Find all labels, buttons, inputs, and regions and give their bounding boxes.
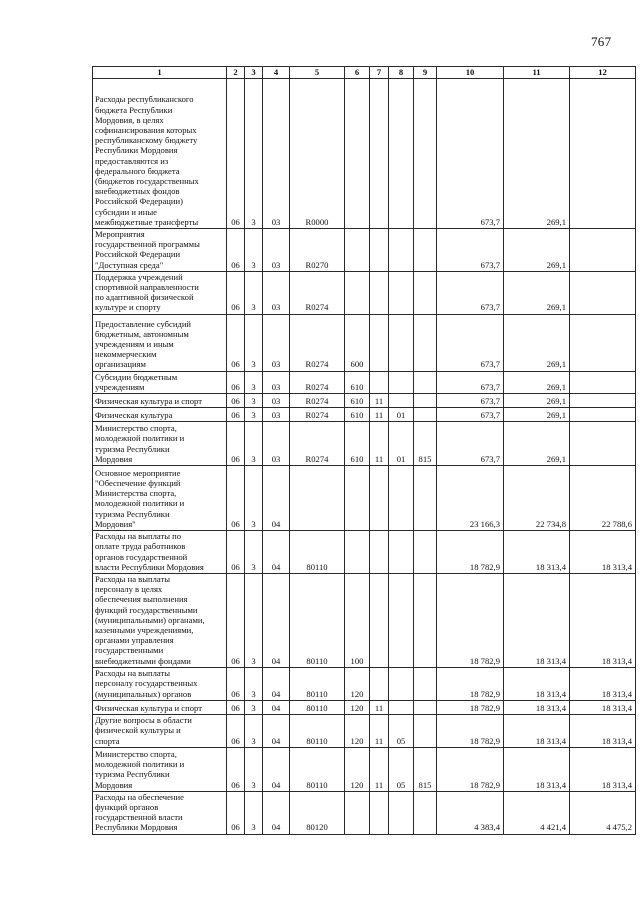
cell-expense-type xyxy=(345,791,370,834)
cell-target-article: 80110 xyxy=(290,574,345,668)
cell-subprogram: 04 xyxy=(263,531,290,574)
cell-subprogram: 04 xyxy=(263,466,290,531)
table-row xyxy=(93,371,636,393)
cell-target-article: R0270 xyxy=(290,229,345,272)
cell-expense-type: 100 xyxy=(345,574,370,668)
column-header: 9 xyxy=(414,67,437,79)
cell-amount-2021: 18 313,4 xyxy=(570,700,636,714)
cell-subprogram: 04 xyxy=(263,667,290,700)
cell-grbs xyxy=(414,466,437,531)
cell-amount-2019: 673,7 xyxy=(437,422,504,466)
cell-amount-2021 xyxy=(570,371,636,393)
cell-subsection-code xyxy=(389,271,414,314)
row-name: Поддержка учреждений спортивной направленности по адаптивной физической культуре и спорту xyxy=(93,271,227,314)
column-header: 11 xyxy=(504,67,570,79)
cell-grbs xyxy=(414,574,437,668)
cell-section xyxy=(370,79,389,229)
column-header: 10 xyxy=(437,67,504,79)
cell-grbs xyxy=(414,271,437,314)
header-row xyxy=(93,67,636,79)
cell-subsection-code xyxy=(389,791,414,834)
row-name: Министерство спорта, молодежной политики и туризма Республики Мордовия xyxy=(93,422,227,466)
cell-chapter: 06 xyxy=(227,466,245,531)
cell-target-article: 80110 xyxy=(290,667,345,700)
cell-chapter: 06 xyxy=(227,422,245,466)
cell-subprogram: 03 xyxy=(263,408,290,422)
cell-chapter: 06 xyxy=(227,574,245,668)
cell-amount-2021: 18 313,4 xyxy=(570,667,636,700)
cell-subprogram: 03 xyxy=(263,422,290,466)
cell-expense-type: 610 xyxy=(345,394,370,408)
cell-amount-2019: 4 383,4 xyxy=(437,791,504,834)
cell-amount-2019: 673,7 xyxy=(437,79,504,229)
cell-grbs xyxy=(414,791,437,834)
cell-section: 11 xyxy=(370,408,389,422)
cell-subprogram: 04 xyxy=(263,791,290,834)
cell-amount-2020: 22 734,8 xyxy=(504,466,570,531)
cell-amount-2021 xyxy=(570,408,636,422)
cell-section: 11 xyxy=(370,747,389,791)
cell-subsection: 3 xyxy=(245,408,263,422)
cell-amount-2020: 269,1 xyxy=(504,394,570,408)
cell-chapter: 06 xyxy=(227,371,245,393)
cell-amount-2019: 18 782,9 xyxy=(437,700,504,714)
row-name: Субсидии бюджетным учреждениям xyxy=(93,371,227,393)
cell-grbs: 815 xyxy=(414,422,437,466)
cell-subprogram: 03 xyxy=(263,314,290,371)
cell-expense-type: 610 xyxy=(345,408,370,422)
column-header: 6 xyxy=(345,67,370,79)
cell-expense-type: 120 xyxy=(345,700,370,714)
cell-grbs xyxy=(414,714,437,747)
cell-grbs xyxy=(414,371,437,393)
cell-grbs xyxy=(414,394,437,408)
cell-target-article: R0274 xyxy=(290,408,345,422)
cell-amount-2020: 18 313,4 xyxy=(504,700,570,714)
row-name: Физическая культура и спорт xyxy=(93,394,227,408)
cell-amount-2021: 18 313,4 xyxy=(570,531,636,574)
cell-section xyxy=(370,667,389,700)
cell-subsection: 3 xyxy=(245,700,263,714)
table-row xyxy=(93,531,636,574)
cell-amount-2019: 23 166,3 xyxy=(437,466,504,531)
column-header: 8 xyxy=(389,67,414,79)
cell-subsection-code xyxy=(389,314,414,371)
cell-subprogram: 03 xyxy=(263,229,290,272)
cell-expense-type xyxy=(345,271,370,314)
cell-chapter: 06 xyxy=(227,394,245,408)
cell-subsection: 3 xyxy=(245,79,263,229)
cell-subprogram: 03 xyxy=(263,394,290,408)
row-name: Расходы на выплаты по оплате труда работников органов государственной власти Республики Мордовия xyxy=(93,531,227,574)
cell-chapter: 06 xyxy=(227,714,245,747)
row-name: Физическая культура и спорт xyxy=(93,700,227,714)
table-row xyxy=(93,791,636,834)
cell-grbs xyxy=(414,667,437,700)
cell-amount-2021: 4 475,2 xyxy=(570,791,636,834)
cell-amount-2019: 673,7 xyxy=(437,229,504,272)
cell-target-article: R0000 xyxy=(290,79,345,229)
table-row xyxy=(93,747,636,791)
table-row xyxy=(93,667,636,700)
cell-amount-2019: 673,7 xyxy=(437,314,504,371)
table-row xyxy=(93,314,636,371)
page-number: 767 xyxy=(591,34,612,49)
cell-amount-2021: 22 788,6 xyxy=(570,466,636,531)
cell-subsection: 3 xyxy=(245,422,263,466)
cell-subsection-code: 05 xyxy=(389,714,414,747)
cell-target-article: R0274 xyxy=(290,371,345,393)
column-header: 1 xyxy=(93,67,227,79)
cell-section xyxy=(370,271,389,314)
cell-amount-2019: 673,7 xyxy=(437,408,504,422)
cell-grbs xyxy=(414,314,437,371)
cell-grbs xyxy=(414,700,437,714)
table-row xyxy=(93,466,636,531)
cell-target-article: 80110 xyxy=(290,747,345,791)
cell-subsection-code xyxy=(389,574,414,668)
budget-table xyxy=(92,66,636,835)
cell-subsection: 3 xyxy=(245,314,263,371)
cell-target-article: R0274 xyxy=(290,271,345,314)
cell-amount-2020: 269,1 xyxy=(504,229,570,272)
cell-subsection: 3 xyxy=(245,394,263,408)
row-name: Министерство спорта, молодежной политики и туризма Республики Мордовия xyxy=(93,747,227,791)
cell-target-article: R0274 xyxy=(290,422,345,466)
cell-subprogram: 03 xyxy=(263,79,290,229)
cell-chapter: 06 xyxy=(227,271,245,314)
cell-amount-2021 xyxy=(570,394,636,408)
cell-expense-type: 120 xyxy=(345,714,370,747)
cell-grbs xyxy=(414,408,437,422)
cell-subprogram: 04 xyxy=(263,714,290,747)
table-row xyxy=(93,79,636,229)
column-header: 4 xyxy=(263,67,290,79)
cell-target-article: R0274 xyxy=(290,394,345,408)
cell-amount-2019: 673,7 xyxy=(437,394,504,408)
cell-chapter: 06 xyxy=(227,229,245,272)
cell-expense-type: 600 xyxy=(345,314,370,371)
cell-amount-2020: 269,1 xyxy=(504,422,570,466)
row-name: Расходы на выплаты персоналу в целях обеспечения выполнения функций государственными (муниципальными) органами, казенными учреждениями, органами управления государственными внебюджетными фондами xyxy=(93,574,227,668)
cell-amount-2019: 18 782,9 xyxy=(437,714,504,747)
row-name: Физическая культура xyxy=(93,408,227,422)
cell-subsection-code xyxy=(389,700,414,714)
cell-subsection: 3 xyxy=(245,791,263,834)
cell-subprogram: 04 xyxy=(263,574,290,668)
cell-chapter: 06 xyxy=(227,408,245,422)
cell-subsection: 3 xyxy=(245,371,263,393)
cell-amount-2019: 18 782,9 xyxy=(437,667,504,700)
column-header: 7 xyxy=(370,67,389,79)
cell-section xyxy=(370,466,389,531)
cell-subsection-code xyxy=(389,371,414,393)
cell-amount-2019: 673,7 xyxy=(437,371,504,393)
cell-chapter: 06 xyxy=(227,791,245,834)
cell-target-article: 80110 xyxy=(290,714,345,747)
cell-target-article: 80110 xyxy=(290,700,345,714)
row-name: Мероприятия государственной программы Российской Федерации "Доступная среда" xyxy=(93,229,227,272)
cell-grbs: 815 xyxy=(414,747,437,791)
column-header: 5 xyxy=(290,67,345,79)
cell-target-article: 80120 xyxy=(290,791,345,834)
cell-subprogram: 03 xyxy=(263,271,290,314)
cell-subprogram: 04 xyxy=(263,700,290,714)
cell-subsection-code xyxy=(389,394,414,408)
table-row xyxy=(93,394,636,408)
cell-chapter: 06 xyxy=(227,79,245,229)
cell-subsection-code xyxy=(389,667,414,700)
cell-expense-type: 610 xyxy=(345,371,370,393)
cell-subsection: 3 xyxy=(245,271,263,314)
cell-subsection-code xyxy=(389,79,414,229)
row-name: Расходы на выплаты персоналу государственных (муниципальных) органов xyxy=(93,667,227,700)
cell-amount-2021: 18 313,4 xyxy=(570,747,636,791)
cell-section: 11 xyxy=(370,714,389,747)
cell-chapter: 06 xyxy=(227,747,245,791)
column-header: 12 xyxy=(570,67,636,79)
cell-section xyxy=(370,229,389,272)
cell-subsection: 3 xyxy=(245,531,263,574)
cell-subprogram: 03 xyxy=(263,371,290,393)
cell-amount-2019: 673,7 xyxy=(437,271,504,314)
cell-chapter: 06 xyxy=(227,531,245,574)
table-row xyxy=(93,714,636,747)
row-name: Основное мероприятие "Обеспечение функций Министерства спорта, молодежной политики и туризма Республики Мордовия" xyxy=(93,466,227,531)
row-name: Предоставление субсидий бюджетным, автономным учреждениям и иным некоммерческим организациям xyxy=(93,314,227,371)
row-name: Расходы на обеспечение функций органов государственной власти Республики Мордовия xyxy=(93,791,227,834)
cell-amount-2020: 18 313,4 xyxy=(504,531,570,574)
cell-expense-type: 120 xyxy=(345,667,370,700)
cell-amount-2021: 18 313,4 xyxy=(570,574,636,668)
cell-grbs xyxy=(414,531,437,574)
cell-subsection: 3 xyxy=(245,714,263,747)
cell-amount-2021 xyxy=(570,314,636,371)
table-row xyxy=(93,408,636,422)
cell-subsection-code: 05 xyxy=(389,747,414,791)
cell-amount-2021: 18 313,4 xyxy=(570,714,636,747)
cell-expense-type xyxy=(345,466,370,531)
cell-expense-type xyxy=(345,531,370,574)
cell-amount-2021 xyxy=(570,422,636,466)
cell-subsection-code: 01 xyxy=(389,422,414,466)
cell-amount-2020: 18 313,4 xyxy=(504,714,570,747)
cell-amount-2019: 18 782,9 xyxy=(437,747,504,791)
cell-amount-2021 xyxy=(570,79,636,229)
cell-section xyxy=(370,371,389,393)
cell-subsection: 3 xyxy=(245,574,263,668)
row-name: Расходы республиканского бюджета Республики Мордовия, в целях софинансирования которых республиканскому бюджету Республики Мордовия предоставляются из федерального бюджета (бюджетов государственных внебюджетных фондов Российской Федерации) субсидии и иные межбюджетные трансферты xyxy=(93,79,227,229)
cell-section xyxy=(370,791,389,834)
cell-target-article: 80110 xyxy=(290,531,345,574)
cell-amount-2020: 18 313,4 xyxy=(504,667,570,700)
cell-subsection-code xyxy=(389,531,414,574)
cell-section xyxy=(370,574,389,668)
table-row xyxy=(93,229,636,272)
cell-amount-2020: 269,1 xyxy=(504,408,570,422)
cell-subsection: 3 xyxy=(245,229,263,272)
cell-subsection-code xyxy=(389,229,414,272)
table-row xyxy=(93,700,636,714)
table-row xyxy=(93,271,636,314)
cell-amount-2020: 18 313,4 xyxy=(504,747,570,791)
cell-target-article xyxy=(290,466,345,531)
column-header: 3 xyxy=(245,67,263,79)
cell-chapter: 06 xyxy=(227,700,245,714)
cell-subsection-code: 01 xyxy=(389,408,414,422)
cell-section xyxy=(370,314,389,371)
cell-subsection: 3 xyxy=(245,667,263,700)
cell-expense-type xyxy=(345,79,370,229)
cell-chapter: 06 xyxy=(227,314,245,371)
cell-amount-2020: 269,1 xyxy=(504,314,570,371)
cell-target-article: R0274 xyxy=(290,314,345,371)
cell-amount-2021 xyxy=(570,271,636,314)
cell-expense-type xyxy=(345,229,370,272)
column-header: 2 xyxy=(227,67,245,79)
cell-subsection-code xyxy=(389,466,414,531)
cell-subsection: 3 xyxy=(245,466,263,531)
table-row xyxy=(93,422,636,466)
cell-amount-2020: 269,1 xyxy=(504,371,570,393)
cell-amount-2019: 18 782,9 xyxy=(437,531,504,574)
cell-grbs xyxy=(414,229,437,272)
cell-amount-2020: 4 421,4 xyxy=(504,791,570,834)
row-name: Другие вопросы в области физической культуры и спорта xyxy=(93,714,227,747)
cell-expense-type: 610 xyxy=(345,422,370,466)
table-row xyxy=(93,574,636,668)
cell-subsection: 3 xyxy=(245,747,263,791)
cell-section: 11 xyxy=(370,700,389,714)
cell-section: 11 xyxy=(370,422,389,466)
cell-grbs xyxy=(414,79,437,229)
cell-expense-type: 120 xyxy=(345,747,370,791)
cell-amount-2020: 269,1 xyxy=(504,271,570,314)
cell-section xyxy=(370,531,389,574)
cell-amount-2021 xyxy=(570,229,636,272)
cell-subprogram: 04 xyxy=(263,747,290,791)
cell-chapter: 06 xyxy=(227,667,245,700)
cell-amount-2020: 269,1 xyxy=(504,79,570,229)
cell-section: 11 xyxy=(370,394,389,408)
cell-amount-2020: 18 313,4 xyxy=(504,574,570,668)
cell-amount-2019: 18 782,9 xyxy=(437,574,504,668)
